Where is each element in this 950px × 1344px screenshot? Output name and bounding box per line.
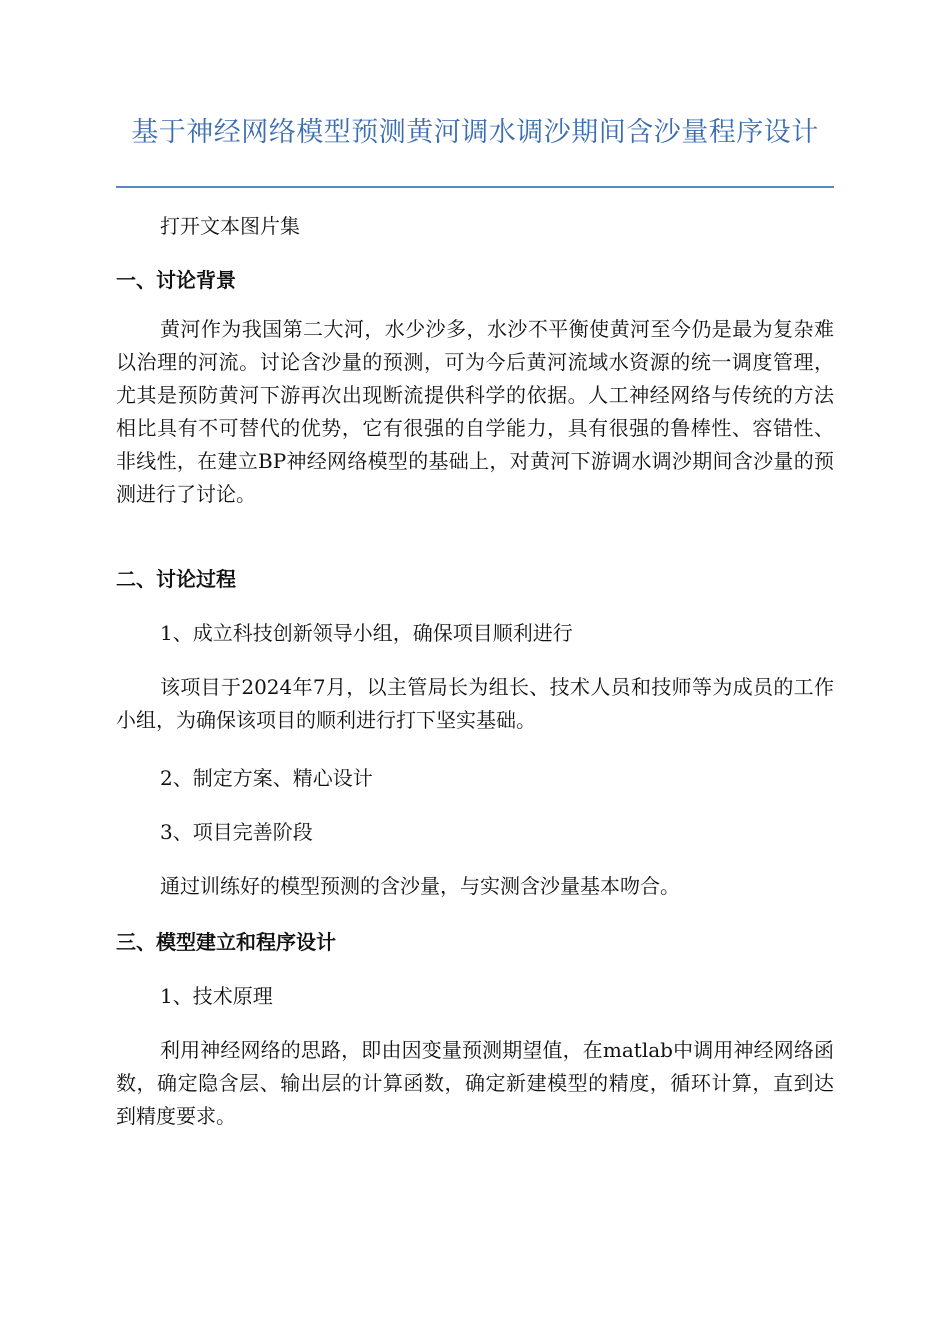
open-image-gallery-link[interactable]: 打开文本图片集 bbox=[160, 214, 300, 238]
section-heading-process: 二、讨论过程 bbox=[116, 567, 236, 591]
paragraph-prediction-result: 通过训练好的模型预测的含沙量，与实测含沙量基本吻合。 bbox=[160, 874, 680, 898]
paragraph-background bbox=[116, 313, 834, 511]
section-heading-model: 三、模型建立和程序设计 bbox=[116, 930, 336, 954]
paragraph-technical-principle bbox=[116, 1034, 834, 1133]
subheading-technical-principle: 1、技术原理 bbox=[160, 984, 273, 1008]
paragraph-project-team bbox=[116, 671, 834, 737]
paragraph-text: 利用神经网络的思路，即由因变量预测期望值，在matlab中调用神经网络函数，确定隐含层、输出层的计算函数，确定新建模型的精度，循环计算，直到达到精度要求。 bbox=[116, 1038, 834, 1128]
title-underline bbox=[116, 186, 834, 188]
document-title: 基于神经网络模型预测黄河调水调沙期间含沙量程序设计 bbox=[131, 117, 819, 148]
subheading-leadership-group: 1、成立科技创新领导小组，确保项目顺利进行 bbox=[160, 621, 573, 645]
paragraph-text: 该项目于2024年7月，以主管局长为组长、技术人员和技师等为成员的工作小组，为确保该项目的顺利进行打下坚实基础。 bbox=[116, 675, 834, 732]
section-heading-background: 一、讨论背景 bbox=[116, 268, 236, 292]
paragraph-text: 黄河作为我国第二大河，水少沙多，水沙不平衡使黄河至今仍是最为复杂难以治理的河流。讨论含沙量的预测，可为今后黄河流域水资源的统一调度管理，尤其是预防黄河下游再次出现断流提供科学的依据。人工神经网络与传统的方法相比具有不可替代的优势，它有很强的自学能力，具有很强的鲁棒性、容错性、非线性，在建立BP神经网络模型的基础上，对黄河下游调水调沙期间含沙量的预测进行了讨论。 bbox=[116, 317, 834, 506]
subheading-project-stage: 3、项目完善阶段 bbox=[160, 820, 313, 844]
subheading-design-plan: 2、制定方案、精心设计 bbox=[160, 766, 373, 790]
